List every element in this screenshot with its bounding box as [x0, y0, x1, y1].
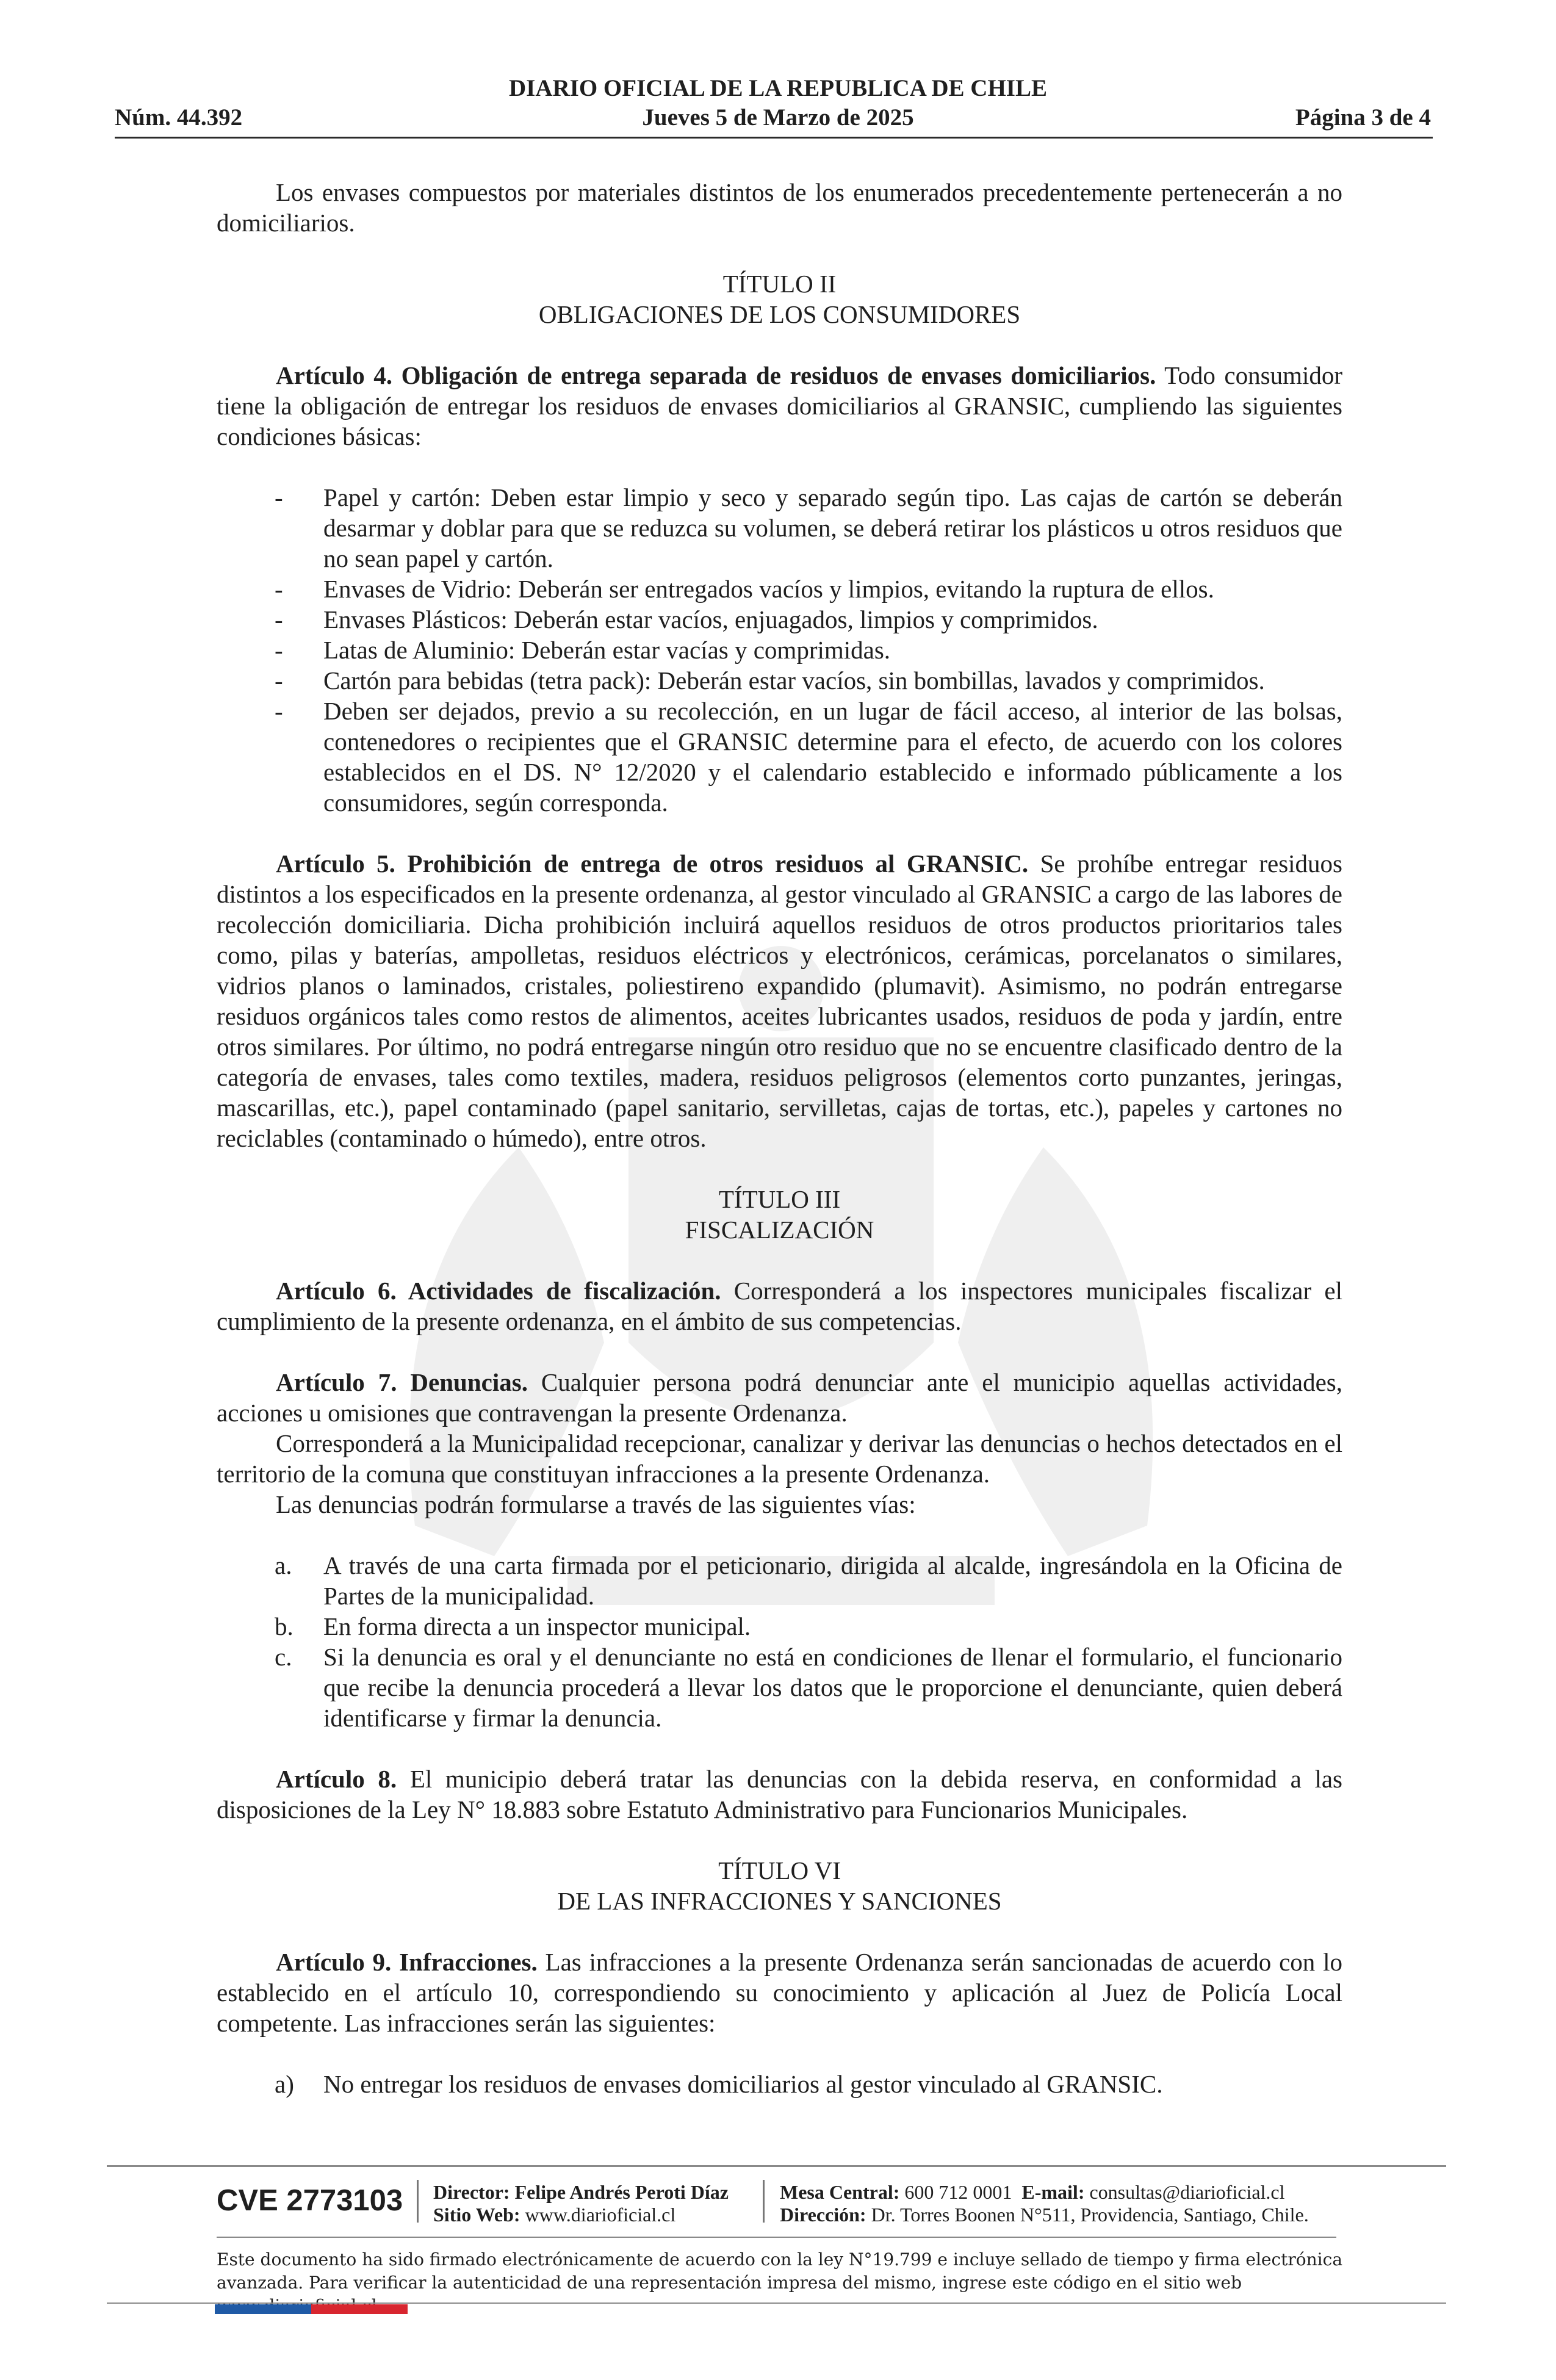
article-7-channels: [217, 1550, 1342, 1733]
footer-contact-column: [780, 2181, 1309, 2226]
titulo-2-heading: OBLIGACIONES DE LOS CONSUMIDORES: [538, 300, 1021, 328]
list-marker: -: [275, 483, 283, 511]
list-item-text: Envases Plásticos: Deberán estar vacíos, enjuagados, limpios y comprimidos.: [323, 605, 1098, 633]
list-item: [217, 482, 1342, 574]
article-9-text: Las infracciones a la presente Ordenanza serán sancionadas de acuerdo con lo establecido en el artículo 10, correspondiendo su conocimiento y aplicación al Juez de Policía Local competente. Las infracciones serán las siguientes:: [217, 1948, 1342, 2037]
list-item-text: Cartón para bebidas (tetra pack): Deberán estar vacíos, sin bombillas, lavados y comprimidos.: [323, 666, 1265, 694]
director-label: Director:: [433, 2181, 510, 2203]
list-item-text: Si la denuncia es oral y el denunciante no está en condiciones de llenar el formulario, el funcionario que recibe la denuncia procederá a llevar los datos que le proporcione el denunciante, quien deberá identificarse y firmar la denuncia.: [323, 1643, 1342, 1732]
titulo-2-number: TÍTULO II: [722, 270, 837, 298]
article-8-text: El municipio deberá tratar las denuncias con la debida reserva, en conformidad a las disposiciones de la Ley N° 18.883 sobre Estatuto Administrativo para Funcionarios Municipales.: [217, 1765, 1342, 1823]
mesa-phone: 600 712 0001: [899, 2181, 1012, 2203]
article-4: [217, 360, 1342, 452]
list-item: [217, 696, 1342, 818]
article-4-conditions: [217, 482, 1342, 818]
list-item: [217, 635, 1342, 665]
cve-code: CVE 2773103: [217, 2184, 403, 2217]
list-marker: c.: [275, 1643, 292, 1671]
email-link[interactable]: consultas@diarioficial.cl: [1084, 2181, 1285, 2203]
signature-note-line-2: avanzada. Para verificar la autenticidad de una representación impresa del mismo, ingrese este código en el sitio web: [217, 2273, 1242, 2293]
address-label: Dirección:: [780, 2204, 866, 2226]
list-item: [217, 1550, 1342, 1611]
intro-paragraph: Los envases compuestos por materiales distintos de los enumerados precedentemente pertenecerán a no domiciliarios.: [217, 178, 1342, 237]
director-line: [433, 2181, 729, 2204]
list-marker: a.: [275, 1551, 292, 1579]
mesa-label: Mesa Central:: [780, 2181, 900, 2203]
titulo-6-number: TÍTULO VI: [718, 1856, 841, 1884]
email-label: E-mail:: [1021, 2181, 1085, 2203]
article-8: [217, 1764, 1342, 1825]
list-marker: -: [275, 666, 283, 694]
footer-rule: [107, 2165, 1446, 2167]
article-6: [217, 1275, 1342, 1336]
list-marker: b.: [275, 1612, 294, 1640]
list-item-text: A través de una carta firmada por el peticionario, dirigida al alcalde, ingresándola en la Oficina de Partes de la municipalidad.: [323, 1551, 1342, 1610]
article-9-infractions: [217, 2069, 1342, 2099]
list-item-text: Latas de Aluminio: Deberán estar vacías y comprimidas.: [323, 636, 891, 664]
article-5-text: Se prohíbe entregar residuos distintos a los especificados en la presente ordenanza, al gestor vinculado al GRANSIC a cargo de las labores de recolección domiciliaria. Dicha prohibición incluirá aquellos residuos de otros productos prioritarios tales como, pilas y baterías, ampolletas, residuos eléctricos y electrónicos, cerámicas, porcelanatos o similares, vidrios planos o laminados, cristales, poliestireno expandido (plumavit). Asimismo, no podrán entregarse residuos orgánicos tales como restos de alimentos, aceites lubricantes usados, residuos de poda y jardín, entre otros similares. Por último, no podrá entregarse ningún otro residuo que no se encuentre clasificado dentro de la categoría de envases, tales como textiles, madera, residuos peligrosos (elementos corto punzantes, jeringas, mascarillas, etc.), papel contaminado (papel sanitario, servilletas, cajas de tortas, etc.), papeles y cartones no reciclables (contaminado o húmedo), entre otros.: [217, 849, 1342, 1152]
flag-stripe-blue: [215, 2304, 311, 2314]
issue-number: Núm. 44.392: [115, 104, 243, 131]
list-item: [217, 1611, 1342, 1642]
list-marker: -: [275, 575, 283, 603]
article-4-text: Todo consumidor tiene la obligación de entregar los residuos de envases domiciliarios al GRANSIC, cumpliendo las siguientes condiciones básicas:: [217, 361, 1342, 450]
article-5-heading: Artículo 5. Prohibición de entrega de otros residuos al GRANSIC.: [276, 849, 1029, 878]
list-item: [217, 665, 1342, 696]
address-text: Dr. Torres Boonen N°511, Providencia, Santiago, Chile.: [866, 2204, 1309, 2226]
list-item: [217, 604, 1342, 635]
footer-rule: [217, 2237, 1336, 2238]
titulo-6-heading: DE LAS INFRACCIONES Y SANCIONES: [557, 1887, 1002, 1915]
list-item-text: Deben ser dejados, previo a su recolección, en un lugar de fácil acceso, al interior de las bolsas, contenedores o recipientes que el GRANSIC determine para el efecto, de acuerdo con los colores establecidos en el DS. N° 12/2020 y el calendario establecido e informado públicamente a los consumidores, según corresponda.: [323, 697, 1342, 817]
list-marker: -: [275, 605, 283, 633]
article-4-heading: Artículo 4. Obligación de entrega separada de residuos de envases domiciliarios.: [276, 361, 1156, 389]
website-label: Sitio Web:: [433, 2204, 520, 2226]
list-marker: -: [275, 636, 283, 664]
page-number: Página 3 de 4: [1295, 104, 1431, 131]
website-link[interactable]: www.diarioficial.cl: [520, 2204, 676, 2226]
list-item-text: Papel y cartón: Deben estar limpio y seco y separado según tipo. Las cajas de cartón se deberán desarmar y doblar para que se reduzca su volumen, se deberá retirar los plásticos u otros residuos que no sean papel y cartón.: [323, 483, 1342, 572]
article-9-heading: Artículo 9. Infracciones.: [276, 1948, 538, 1976]
list-item: [217, 2069, 1342, 2099]
titulo-3-number: TÍTULO III: [718, 1185, 841, 1213]
list-item-text: En forma directa a un inspector municipal.: [323, 1612, 751, 1640]
list-item: [217, 574, 1342, 604]
footer-separator: [763, 2180, 765, 2223]
article-7-paragraph-3: Las denuncias podrán formularse a través de las siguientes vías:: [276, 1490, 916, 1518]
publication-title: DIARIO OFICIAL DE LA REPUBLICA DE CHILE: [508, 75, 1047, 101]
list-marker: -: [275, 697, 283, 725]
website-line: [433, 2204, 729, 2226]
address-line: [780, 2204, 1309, 2226]
contact-line: [780, 2181, 1309, 2204]
flag-stripe-red: [311, 2304, 408, 2314]
titulo-3-heading: FISCALIZACIÓN: [685, 1216, 874, 1244]
article-5: [217, 848, 1342, 1153]
publication-date: Jueves 5 de Marzo de 2025: [642, 104, 914, 131]
article-7-paragraph-2: Corresponderá a la Municipalidad recepcionar, canalizar y derivar las denuncias o hechos detectados en el territorio de la comuna que constituyan infracciones a la presente Ordenanza.: [217, 1429, 1342, 1488]
article-6-text: Corresponderá a los inspectores municipales fiscalizar el cumplimiento de la presente ordenanza, en el ámbito de sus competencias.: [217, 1277, 1342, 1335]
list-item-text: Envases de Vidrio: Deberán ser entregados vacíos y limpios, evitando la ruptura de ellos.: [323, 575, 1214, 603]
article-8-heading: Artículo 8.: [276, 1765, 397, 1793]
director-name: Felipe Andrés Peroti Díaz: [510, 2181, 729, 2203]
header-rule: [115, 137, 1433, 139]
article-7-heading: Artículo 7. Denuncias.: [276, 1368, 528, 1396]
footer-separator: [417, 2180, 419, 2223]
article-7-text: Cualquier persona podrá denunciar ante el municipio aquellas actividades, acciones u omisiones que contravengan la presente Ordenanza.: [217, 1368, 1343, 1427]
footer-director-column: [433, 2181, 729, 2226]
article-7: [217, 1367, 1342, 1428]
list-item-text: No entregar los residuos de envases domiciliarios al gestor vinculado al GRANSIC.: [323, 2070, 1163, 2098]
list-marker: a): [275, 2070, 294, 2098]
footer-rule: [107, 2302, 1446, 2304]
article-6-heading: Artículo 6. Actividades de fiscalización.: [276, 1277, 721, 1305]
document-body: [217, 177, 1342, 2099]
signature-note-line-1: Este documento ha sido firmado electrónicamente de acuerdo con la ley N°19.799 e incluye sellado de tiempo y firma electrónica: [217, 2249, 1343, 2270]
list-item: [217, 1642, 1342, 1733]
article-9: [217, 1947, 1342, 2038]
